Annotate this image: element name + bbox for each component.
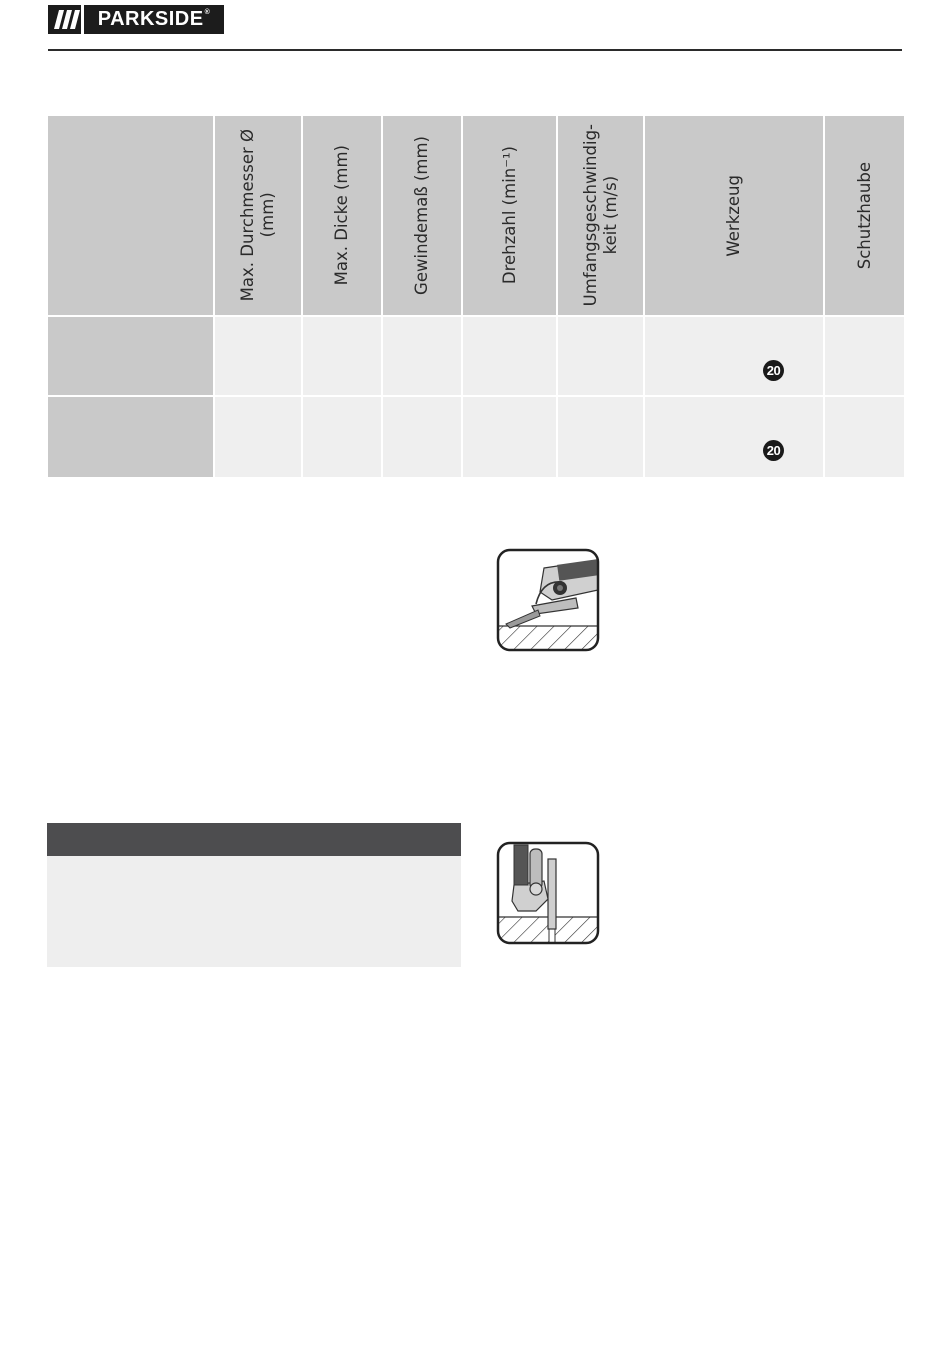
table-cell-tool (645, 317, 825, 397)
header-cell-thread-size (383, 116, 463, 317)
column-label: Max. Durchmesser Ø (mm) (238, 129, 277, 302)
parkside-logo (48, 5, 224, 34)
table-cell-tool (645, 397, 825, 477)
column-label: Drehzahl (min⁻¹) (499, 146, 519, 285)
brand-name: PARKSIDE (97, 8, 204, 30)
notice-box (47, 823, 461, 967)
angle-grinder-grinding-icon (496, 548, 600, 652)
column-label: Gewindemaß (mm) (412, 136, 431, 295)
registered-mark: ® (204, 9, 211, 16)
header-cell-speed (463, 116, 558, 317)
column-label: Umfangsgeschwindig- keit (m/s) (580, 124, 620, 307)
tool-spec-table (48, 116, 904, 477)
column-label: Max. Dicke (mm) (332, 145, 351, 286)
header-cell-max-diameter (215, 116, 303, 317)
table-cell (303, 317, 383, 397)
table-cell (558, 317, 645, 397)
table-cell (463, 397, 558, 477)
table-cell (825, 397, 904, 477)
table-cell (383, 317, 463, 397)
notice-header-bar (47, 823, 461, 856)
row-header-cell (48, 317, 215, 397)
angle-grinder-cutting-icon (496, 841, 600, 945)
table-row (48, 317, 904, 397)
table-row (48, 397, 904, 477)
header-cell-guard (825, 116, 904, 317)
header-cell-peripheral-speed (558, 116, 645, 317)
table-cell (825, 317, 904, 397)
header-cell-tool (645, 116, 825, 317)
table-cell (303, 397, 383, 477)
logo-wordmark (84, 5, 224, 34)
column-label: Schutzhaube (854, 161, 874, 270)
table-cell (383, 397, 463, 477)
table-cell (463, 317, 558, 397)
notice-body (47, 856, 461, 967)
row-header-cell (48, 397, 215, 477)
header-cell-blank (48, 116, 215, 317)
header-divider (48, 49, 902, 51)
header-cell-max-thickness (303, 116, 383, 317)
column-label: Werkzeug (724, 174, 743, 257)
part-number-badge: 20 (763, 360, 784, 381)
part-number-badge: 20 (763, 440, 784, 461)
table-header-row (48, 116, 904, 317)
logo-stripes-icon (48, 5, 81, 34)
table-cell (558, 397, 645, 477)
table-cell (215, 317, 303, 397)
table-cell (215, 397, 303, 477)
